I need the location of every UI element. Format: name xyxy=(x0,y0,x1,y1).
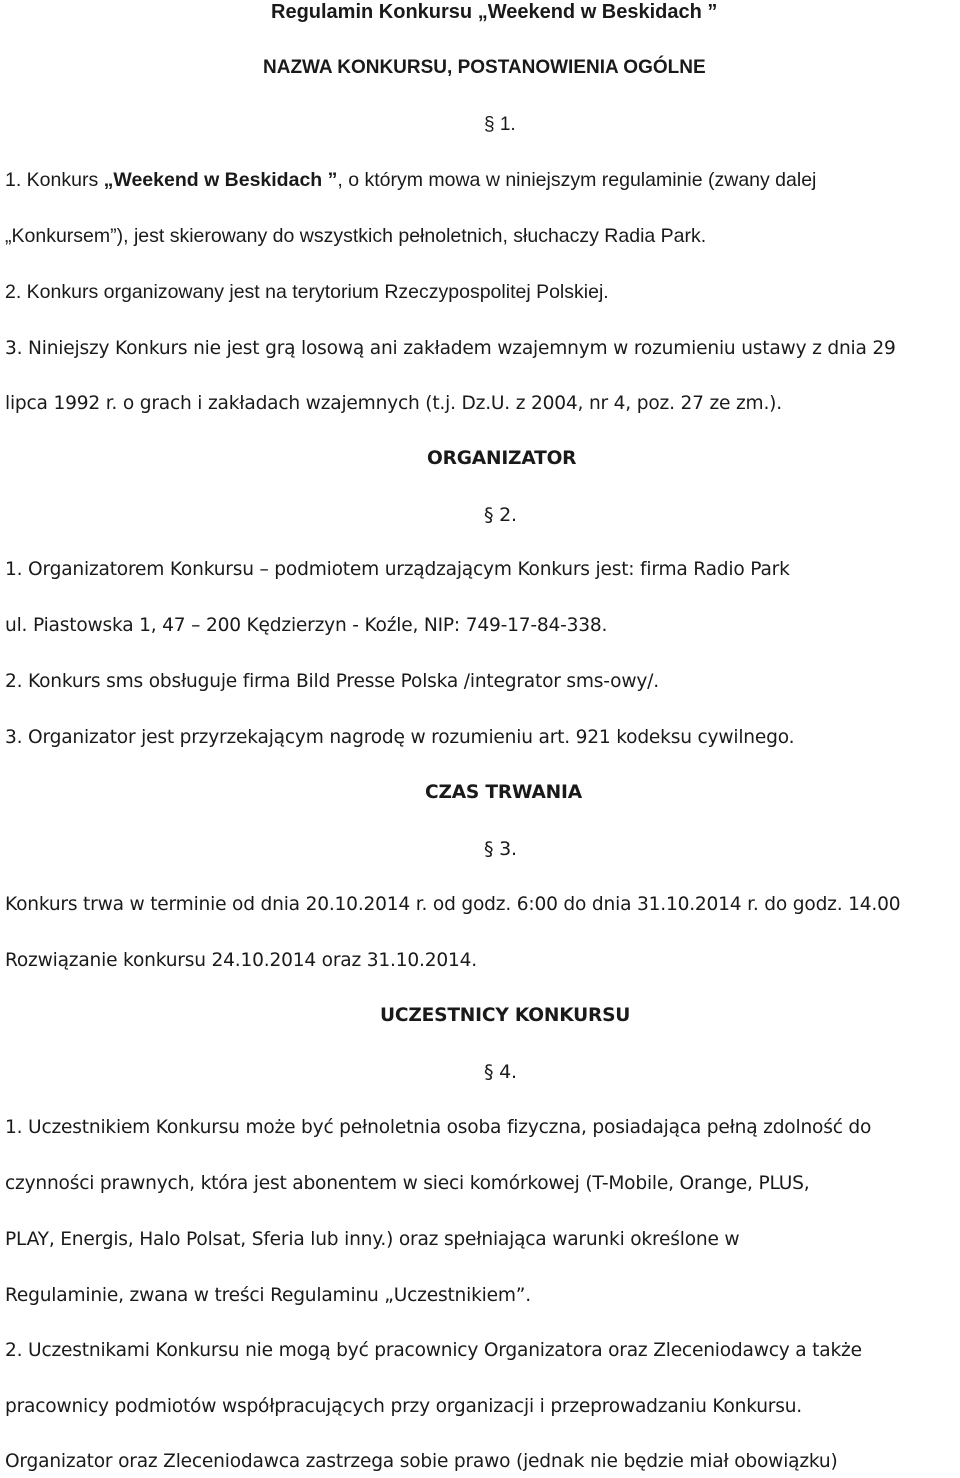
participants-provision-2-line-1: 2. Uczestnikami Konkursu nie mogą być pracownicy Organizatora oraz Zleceniodawcy a także xyxy=(5,1340,862,1361)
general-provision-1-line-1 xyxy=(5,168,816,192)
duration-provision-1: Konkurs trwa w terminie od dnia 20.10.2014 r. od godz. 6:00 do dnia 31.10.2014 r. do godz. 14.00 xyxy=(5,894,901,915)
participants-provision-1-line-2: czynności prawnych, która jest abonentem w sieci komórkowej (T-Mobile, Orange, PLUS, xyxy=(5,1173,810,1194)
general-provision-1-suffix: , o którym mowa w niniejszym regulaminie (zwany dalej xyxy=(337,169,817,191)
heading-participants: UCZESTNICY KONKURSU xyxy=(380,1005,631,1026)
general-provision-3-line-1: 3. Niniejszy Konkurs nie jest grą losową ani zakładem wzajemnym w rozumieniu ustawy z dnia 29 xyxy=(5,338,896,359)
heading-organizer: ORGANIZATOR xyxy=(427,448,577,469)
heading-general-provisions: NAZWA KONKURSU, POSTANOWIENIA OGÓLNE xyxy=(263,57,706,78)
organizer-provision-1-line-2: ul. Piastowska 1, 47 – 200 Kędzierzyn - Koźle, NIP: 749-17-84-338. xyxy=(5,615,608,636)
participants-provision-3-line-1: Organizator oraz Zleceniodawca zastrzega sobie prawo (jednak nie będzie miał obowiązku) xyxy=(5,1451,838,1472)
organizer-provision-1-line-1: 1. Organizatorem Konkursu – podmiotem urządzającym Konkurs jest: firma Radio Park xyxy=(5,559,790,580)
general-provision-3-line-2: lipca 1992 r. o grach i zakładach wzajemnych (t.j. Dz.U. z 2004, nr 4, poz. 27 ze zm.). xyxy=(5,393,782,414)
organizer-provision-2: 2. Konkurs sms obsługuje firma Bild Presse Polska /integrator sms-owy/. xyxy=(5,671,659,692)
participants-provision-1-line-3: PLAY, Energis, Halo Polsat, Sferia lub inny.) oraz spełniająca warunki określone w xyxy=(5,1229,740,1250)
participants-provision-1-line-1: 1. Uczestnikiem Konkursu może być pełnoletnia osoba fizyczna, posiadająca pełną zdolność do xyxy=(5,1117,872,1138)
general-provision-1-contest-name: „Weekend w Beskidach ” xyxy=(103,169,338,191)
organizer-provision-3: 3. Organizator jest przyrzekającym nagrodę w rozumieniu art. 921 kodeksu cywilnego. xyxy=(5,727,795,748)
document-title: Regulamin Konkursu „Weekend w Beskidach ” xyxy=(271,1,718,23)
participants-provision-1-line-4: Regulaminie, zwana w treści Regulaminu „Uczestnikiem”. xyxy=(5,1285,531,1306)
duration-provision-2: Rozwiązanie konkursu 24.10.2014 oraz 31.10.2014. xyxy=(5,950,477,971)
paragraph-marker-4: § 4. xyxy=(484,1061,517,1083)
participants-provision-2-line-2: pracownicy podmiotów współpracujących przy organizacji i przeprowadzaniu Konkursu. xyxy=(5,1396,803,1417)
paragraph-marker-1: § 1. xyxy=(484,114,516,135)
general-provision-1-line-2: „Konkursem”), jest skierowany do wszystkich pełnoletnich, słuchaczy Radia Park. xyxy=(5,225,707,247)
heading-duration: CZAS TRWANIA xyxy=(425,782,582,803)
general-provision-1-prefix: 1. Konkurs xyxy=(5,169,104,191)
paragraph-marker-3: § 3. xyxy=(484,838,517,860)
general-provision-2: 2. Konkurs organizowany jest na terytorium Rzeczypospolitej Polskiej. xyxy=(5,281,609,303)
paragraph-marker-2: § 2. xyxy=(484,504,517,526)
